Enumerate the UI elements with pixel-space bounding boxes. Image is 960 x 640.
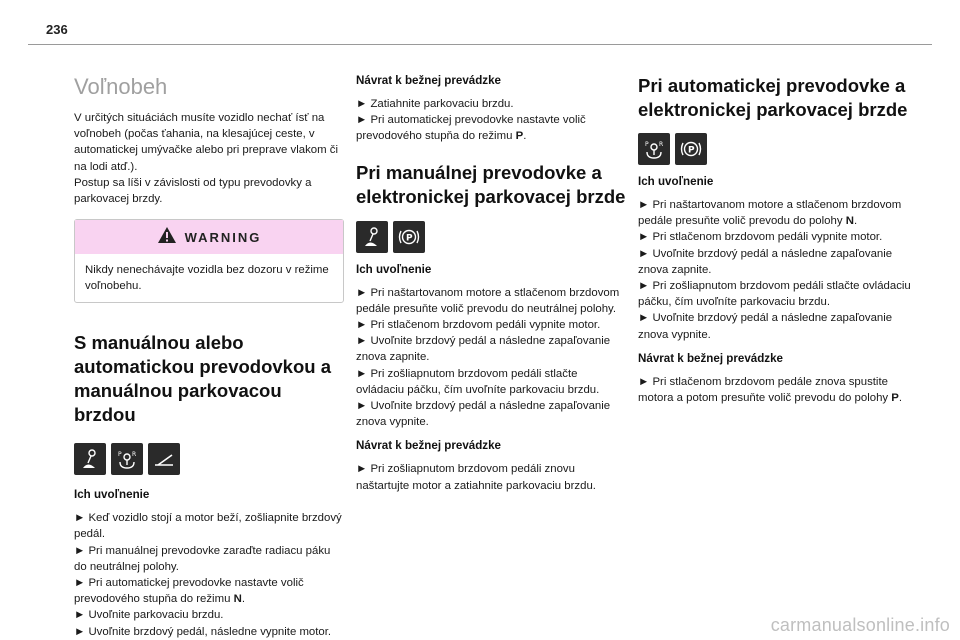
step-line: ► Pri automatickej prevodovke nastavte volič prevodového stupňa do režimu N. (74, 577, 304, 606)
heading-manual-electric-brake: Pri manuálnej prevodovke a elektronickej parkovacej brzde (356, 161, 626, 207)
step-line: ► Pri zošliapnutom brzdovom pedáli stlačte ovládaciu páčku, čím uvoľníte parkovaciu brzdu. (638, 280, 911, 309)
warning-triangle-icon (157, 226, 177, 249)
step-line: ► Pri manuálnej prevodovke zaraďte radiacu páku do neutrálnej polohy. (74, 544, 331, 573)
release-steps (74, 510, 344, 640)
page-number: 236 (46, 22, 68, 37)
step-line: ► Uvoľnite brzdový pedál a následne zapaľovanie znova zapnite. (638, 247, 893, 276)
manual-gearbox-icon (74, 443, 106, 475)
watermark: carmanualsonline.info (770, 615, 950, 635)
gear-position-n: N (233, 593, 242, 606)
warning-title: WARNING (184, 229, 262, 245)
step-line: ► Pri naštartovanom motore a stlačenom brzdovom pedále presuňte volič prevodu do neutrálnej polohy. (356, 286, 620, 315)
release-title: Ich uvoľnenie (638, 175, 714, 188)
return-text: ► Pri stlačenom brzdovom pedále znova spustite motora a potom presuňte volič prevodu do polohy P. (638, 375, 903, 405)
return-text: ► Pri zošliapnutom brzdovom pedáli znovu naštartujte motor a zatiahnite parkovaciu brzdu. (356, 463, 596, 492)
warning-header (75, 220, 343, 254)
intro-text (74, 110, 344, 207)
column-3 (638, 74, 913, 406)
column-1 (74, 70, 344, 640)
icon-row (356, 221, 626, 253)
svg-text:P: P (688, 145, 695, 156)
automatic-gearbox-icon (111, 443, 143, 475)
step-line: ► Uvoľnite brzdový pedál a následne zapaľovanie znova vypnite. (638, 312, 893, 341)
gear-position-p: P (515, 130, 524, 143)
svg-text:P: P (645, 141, 649, 148)
svg-text:R: R (659, 141, 664, 148)
step-line: ► Uvoľnite parkovaciu brzdu. (74, 609, 224, 622)
svg-text:R: R (132, 451, 137, 459)
electric-parking-brake-icon (393, 221, 425, 253)
icon-row (638, 133, 913, 165)
return-title: Návrat k bežnej prevádzke (638, 351, 783, 365)
heading-manual-brake: S manuálnou alebo automatickou prevodovkou a manuálnou parkovacou brzdou (74, 332, 331, 426)
release-title: Ich uvoľnenie (74, 488, 150, 502)
gear-position-n: N (845, 215, 854, 228)
release-steps (638, 197, 913, 343)
step-line: ► Pri naštartovanom motore a stlačenom brzdovom pedále presuňte volič prevodu do polohy N. (638, 199, 902, 228)
top-divider (28, 44, 932, 45)
return-steps (356, 96, 626, 145)
release-steps (356, 285, 626, 431)
intro-paragraph: V určitých situáciách musíte vozidlo nechať ísť na voľnobeh (počas ťahania, na klesajúcej ceste, v automatickej umývačke alebo pri preprave vlakom či na lodi atď.). (74, 112, 338, 173)
svg-text:P: P (118, 451, 122, 459)
manual-gearbox-icon (356, 221, 388, 253)
automatic-gearbox-icon (638, 133, 670, 165)
electric-parking-brake-icon (675, 133, 707, 165)
step-line: ► Pri automatickej prevodovke nastavte volič prevodového stupňa do režimu P. (356, 114, 586, 143)
warning-text: Nikdy nenechávajte vozidla bez dozoru v režime voľnobehu. (85, 264, 329, 293)
step-line: ► Uvoľnite brzdový pedál a následne zapaľovanie znova zapnite. (356, 335, 611, 364)
step-line: ► Pri stlačenom brzdovom pedáli vypnite motor. (638, 231, 883, 244)
column-2 (356, 74, 626, 494)
heading-automatic-electric-brake: Pri automatickej prevodovke a elektronickej parkovacej brzde (638, 75, 908, 120)
step-line: ► Uvoľnite brzdový pedál a následne zapaľovanie znova vypnite. (356, 400, 611, 429)
section-title: Voľnobeh (74, 74, 168, 99)
step-line: ► Pri zošliapnutom brzdovom pedáli stlačte ovládaciu páčku, čím uvoľníte parkovaciu brzdu. (356, 367, 600, 396)
step-line: ► Uvoľnite brzdový pedál, následne vypnite motor. (74, 625, 332, 638)
release-title: Ich uvoľnenie (356, 262, 432, 276)
manual-parking-brake-icon (148, 443, 180, 475)
svg-text:P: P (406, 233, 413, 244)
warning-box (74, 219, 344, 303)
return-title: Návrat k bežnej prevádzke (356, 439, 501, 453)
step-line: ► Zatiahnite parkovaciu brzdu. (356, 98, 514, 110)
step-line: ► Pri stlačenom brzdovom pedáli vypnite motor. (356, 319, 601, 332)
return-title: Návrat k bežnej prevádzke (356, 74, 501, 87)
intro-paragraph: Postup sa líši v závislosti od typu prevodovky a parkovacej brzdy. (74, 176, 312, 206)
gear-position-p: P (891, 392, 899, 405)
step-line: ► Keď vozidlo stojí a motor beží, zošliapnite brzdový pedál. (74, 512, 342, 541)
icon-row (74, 443, 344, 475)
